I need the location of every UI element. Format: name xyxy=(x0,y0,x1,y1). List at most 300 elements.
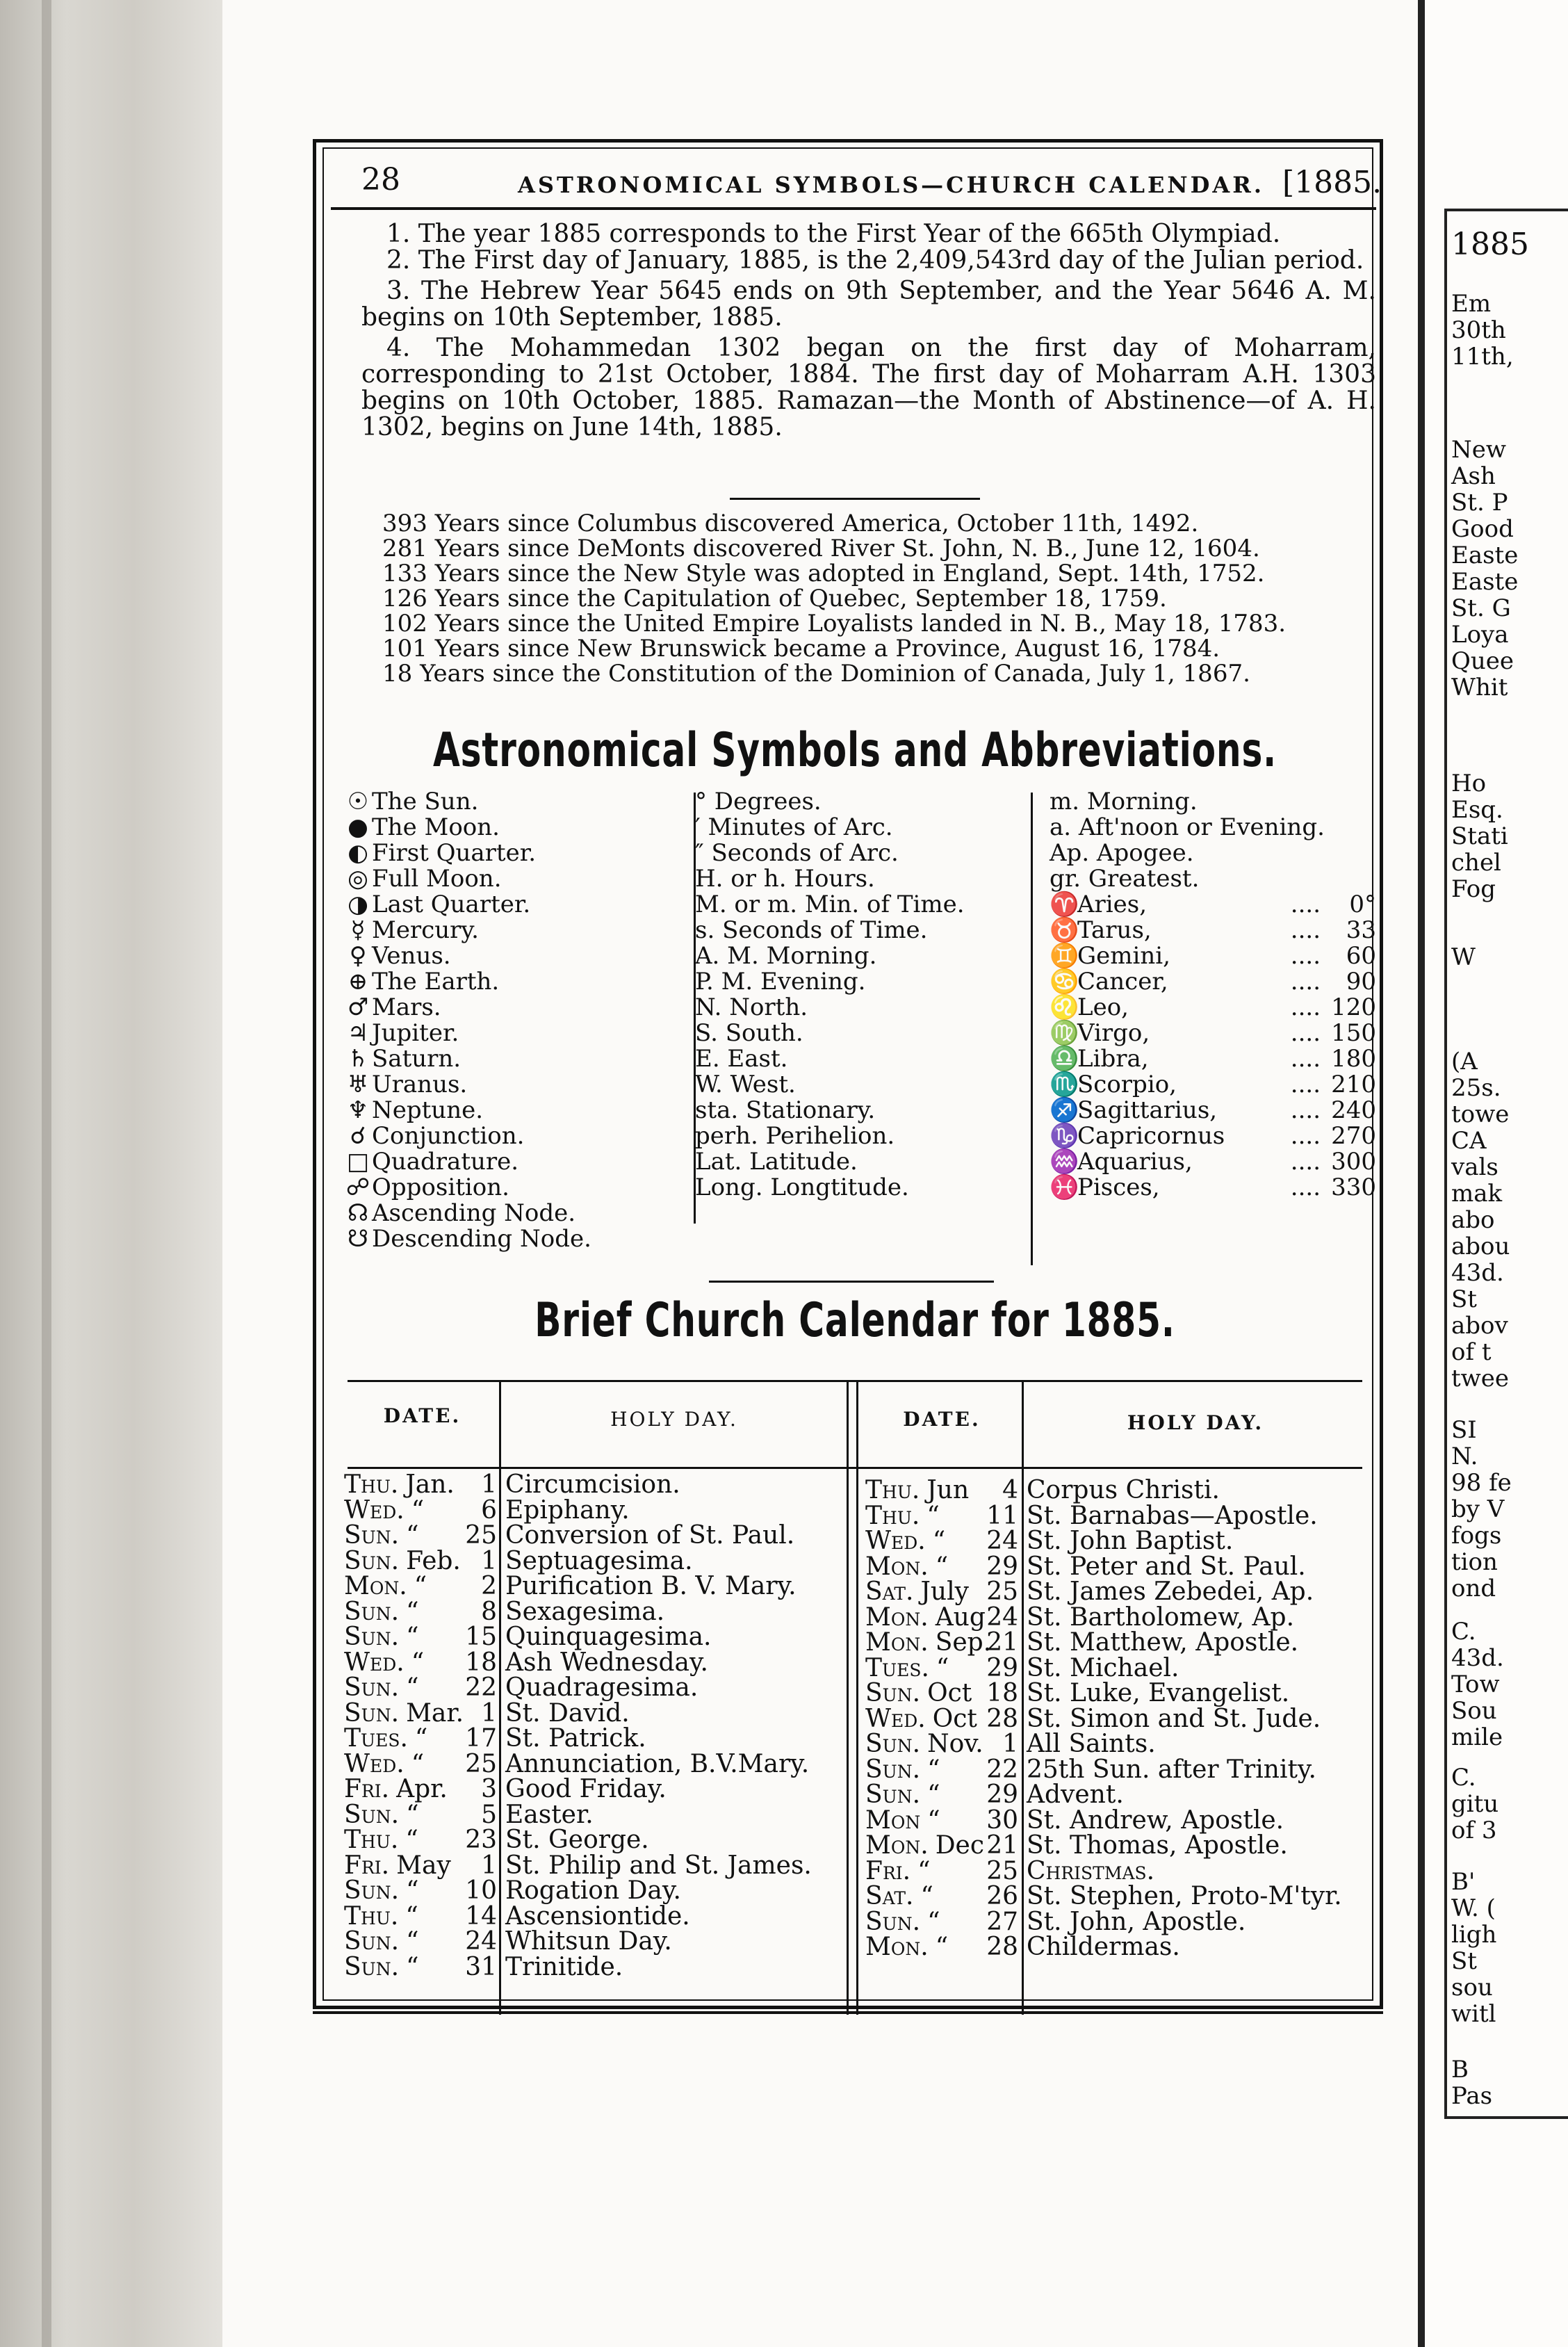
section-divider-1 xyxy=(730,498,980,500)
calendar-row xyxy=(865,1833,1366,1859)
calendar-weekday: Sun. xyxy=(344,1597,400,1626)
zodiac-degrees: 240 xyxy=(1331,1096,1376,1124)
next-page-text-fragment: gitu xyxy=(1451,1790,1499,1818)
calendar-date xyxy=(344,1472,497,1498)
calendar-day-number: 24 xyxy=(986,1527,1018,1555)
calendar-holy-day: St. Bartholomew, Ap. xyxy=(1027,1602,1295,1632)
calendar-holy-day: Trinitide. xyxy=(505,1952,623,1981)
libra-icon: ♎ xyxy=(1050,1045,1079,1073)
calendar-holy-day: Easter. xyxy=(505,1800,594,1829)
calendar-date xyxy=(865,1782,1018,1808)
scorpio-icon: ♏ xyxy=(1050,1071,1079,1098)
calendar-weekday: Mon. xyxy=(865,1933,929,1961)
neptune-icon: ♆ xyxy=(347,1096,369,1124)
calendar-date xyxy=(344,1878,497,1904)
next-page-text-fragment: C. xyxy=(1451,1618,1476,1646)
calendar-date xyxy=(344,1853,497,1879)
years-since-item: 133 Years since the New Style was adopted in England, Sept. 14th, 1752. xyxy=(382,560,1265,587)
symbol-row xyxy=(344,840,692,866)
calendar-date xyxy=(865,1732,1018,1757)
calendar-row xyxy=(865,1935,1366,1960)
calendar-day-number: 26 xyxy=(986,1882,1018,1910)
leader-dots: .... xyxy=(1290,1122,1321,1150)
calendar-holy-day: Good Friday. xyxy=(505,1775,667,1803)
calendar-row xyxy=(865,1602,1366,1632)
calendar-weekday: Thu. xyxy=(344,1901,399,1931)
calendar-month: “ xyxy=(406,1597,419,1626)
calendar-day-number: 25 xyxy=(465,1521,497,1550)
calendar-row xyxy=(344,1901,844,1931)
calendar-date xyxy=(865,1681,1018,1707)
calendar-row xyxy=(344,1597,844,1626)
first-quarter-icon: ◐ xyxy=(348,839,368,867)
symbol-label: Jupiter. xyxy=(372,1019,459,1047)
calendar-row xyxy=(344,1726,844,1752)
symbol-row xyxy=(344,789,692,815)
calendar-weekday: Wed. xyxy=(865,1527,926,1555)
unit-row: P. M. Evening. xyxy=(695,968,866,996)
symbol-row xyxy=(344,969,692,995)
calendar-weekday: Sun. xyxy=(344,1673,400,1702)
calendar-month: “ xyxy=(927,1780,940,1809)
fact-4: 4. The Mohammedan 1302 began on the first day of Moharram, corresponding to 21st October, 1884. The first day of Moharram A.H. 1303 begins on 10th October, 1885. Ramazan—the Month of Abstinence—of A. H. 1302, begins on June 14th, 1885. xyxy=(361,334,1376,441)
calendar-month: “ xyxy=(935,1933,949,1961)
virgo-icon: ♍ xyxy=(1050,1019,1079,1047)
calendar-day-number: 28 xyxy=(986,1704,1018,1733)
next-page-text-fragment: 11th, xyxy=(1451,343,1514,371)
calendar-date xyxy=(865,1554,1018,1580)
calendar-day-number: 18 xyxy=(986,1679,1018,1707)
calendar-day-number: 8 xyxy=(481,1597,497,1626)
running-header xyxy=(334,156,1382,205)
zodiac-degrees: 0° xyxy=(1349,891,1376,918)
calendar-month: “ xyxy=(405,1826,418,1854)
fact-2: 2. The First day of January, 1885, is the 2,409,543rd day of the Julian period. xyxy=(386,246,1364,275)
calendar-holy-day: Advent. xyxy=(1027,1780,1124,1809)
calendar-weekday: Thu. xyxy=(344,1826,399,1854)
calendar-date xyxy=(865,1529,1018,1554)
unit-row: A. M. Morning. xyxy=(695,942,877,970)
zodiac-row xyxy=(1050,1149,1376,1175)
calendar-holy-day: Purification B. V. Mary. xyxy=(505,1572,797,1600)
calendar-month: Nov. xyxy=(927,1730,983,1758)
calendar-date xyxy=(865,1884,1018,1910)
calendar-day-number: 21 xyxy=(986,1628,1018,1657)
zodiac-label: Gemini, xyxy=(1077,942,1170,970)
calendar-month: “ xyxy=(411,1648,425,1677)
unit-row: E. East. xyxy=(695,1045,788,1073)
calendar-right-column xyxy=(865,1478,1366,1960)
calendar-weekday: Sun. xyxy=(344,1521,400,1550)
symbol-row xyxy=(344,1175,692,1201)
calendar-date xyxy=(344,1650,497,1676)
calendar-weekday: Sat. xyxy=(865,1577,914,1606)
symbol-row xyxy=(344,995,692,1021)
unit-row: ′ Minutes of Arc. xyxy=(695,813,893,841)
next-page-text-fragment: B' xyxy=(1451,1868,1476,1896)
uranus-icon: ♅ xyxy=(347,1071,369,1098)
calendar-holy-day: Circumcision. xyxy=(505,1470,680,1499)
symbols-divider-2 xyxy=(1031,793,1033,1265)
next-page-text-fragment: chel xyxy=(1451,849,1501,877)
zodiac-row xyxy=(1050,1123,1376,1149)
next-page-text-fragment: Easte xyxy=(1451,542,1519,569)
unit-row: sta. Stationary. xyxy=(695,1096,876,1124)
next-page-text-fragment: by V xyxy=(1451,1495,1505,1523)
calendar-day-number: 29 xyxy=(986,1780,1018,1809)
calendar-day-number: 29 xyxy=(986,1653,1018,1682)
calendar-day-number: 1 xyxy=(481,1698,497,1728)
unit-row: s. Seconds of Time. xyxy=(695,916,928,944)
calendar-weekday: Sun. xyxy=(865,1730,921,1758)
calendar-row xyxy=(865,1681,1366,1707)
calendar-row xyxy=(344,1952,844,1981)
calendar-weekday: Sun. xyxy=(865,1780,921,1809)
calendar-row xyxy=(865,1732,1366,1757)
symbol-row xyxy=(344,1046,692,1072)
calendar-holy-day: Christmas. xyxy=(1027,1856,1155,1885)
unit-row: ° Degrees. xyxy=(695,788,822,815)
zodiac-degrees: 330 xyxy=(1331,1174,1376,1201)
symbol-label: Neptune. xyxy=(372,1096,484,1124)
calendar-row xyxy=(865,1501,1366,1530)
calendar-day-number: 25 xyxy=(465,1749,497,1778)
calendar-date xyxy=(344,1574,497,1600)
calendar-holy-day: St. Michael. xyxy=(1027,1653,1179,1682)
next-page-text-fragment: Sou xyxy=(1451,1697,1497,1725)
calendar-weekday: Wed. xyxy=(344,1749,405,1778)
pisces-icon: ♓ xyxy=(1050,1174,1079,1201)
calendar-row xyxy=(865,1805,1366,1835)
calendar-month: Jan. xyxy=(405,1470,455,1499)
calendar-date xyxy=(344,1777,497,1803)
holy-day-header-left: HOLY DAY. xyxy=(610,1408,738,1431)
leader-dots: .... xyxy=(1290,891,1321,918)
fact-3: 3. The Hebrew Year 5645 ends on 9th September, and the Year 5646 A. M. begins on 10th September, 1885. xyxy=(361,277,1376,332)
symbol-label: The Earth. xyxy=(372,968,500,996)
calendar-center-divider-b xyxy=(856,1382,858,2015)
next-page-text-fragment: Pas xyxy=(1451,2082,1493,2110)
calendar-month: Mar. xyxy=(406,1698,464,1728)
calendar-weekday: Thu. xyxy=(344,1470,399,1499)
symbol-row xyxy=(344,892,692,918)
symbols-title: Astronomical Symbols and Abbreviations. xyxy=(432,723,1277,778)
calendar-day-number: 25 xyxy=(986,1856,1018,1885)
calendar-left-column xyxy=(344,1472,844,1980)
calendar-weekday: Sun. xyxy=(344,1800,400,1829)
calendar-row xyxy=(344,1878,844,1904)
calendar-weekday: Wed. xyxy=(865,1704,926,1733)
calendar-month: “ xyxy=(927,1755,940,1784)
zodiac-label: Sagittarius, xyxy=(1077,1096,1218,1124)
years-since-list xyxy=(382,511,1383,686)
calendar-month: “ xyxy=(927,1907,940,1936)
calendar-day-number: 24 xyxy=(465,1927,497,1956)
leader-dots: .... xyxy=(1290,1019,1321,1047)
calendar-month: Oct xyxy=(932,1704,977,1733)
symbol-row xyxy=(344,1098,692,1123)
zodiac-label: Pisces, xyxy=(1077,1174,1160,1201)
calendar-month: Jun xyxy=(926,1476,970,1504)
symbol-label: Quadrature. xyxy=(372,1148,519,1176)
calendar-month: “ xyxy=(406,1952,419,1981)
zodiac-degrees: 33 xyxy=(1346,916,1376,944)
next-page-text-fragment: St xyxy=(1451,1947,1477,1975)
next-page-text-fragment: tion xyxy=(1451,1548,1498,1576)
quadrature-icon: □ xyxy=(346,1148,370,1176)
calendar-month: “ xyxy=(406,1876,419,1905)
calendar-holy-day: Annunciation, B.V.Mary. xyxy=(505,1749,810,1778)
calendar-holy-day: Corpus Christi. xyxy=(1027,1476,1220,1504)
leader-dots: .... xyxy=(1290,1096,1321,1124)
gemini-icon: ♊ xyxy=(1050,942,1079,970)
capricorn-icon: ♑ xyxy=(1050,1122,1079,1150)
calendar-date xyxy=(344,1929,497,1955)
calendar-holy-day: Quinquagesima. xyxy=(505,1623,712,1651)
symbol-label: Descending Node. xyxy=(372,1225,591,1253)
calendar-day-number: 3 xyxy=(481,1775,497,1803)
symbol-row xyxy=(344,1149,692,1175)
zodiac-degrees: 120 xyxy=(1331,993,1376,1021)
earth-icon: ⊕ xyxy=(348,968,368,996)
zodiac-degrees: 300 xyxy=(1331,1148,1376,1176)
calendar-weekday: Sun. xyxy=(865,1907,921,1936)
calendar-month: “ xyxy=(406,1521,419,1550)
calendar-holy-day: St. Simon and St. Jude. xyxy=(1027,1704,1321,1733)
zodiac-row xyxy=(1050,1098,1376,1123)
calendar-weekday: Thu. xyxy=(865,1476,920,1504)
calendar-holy-day: St. John, Apostle. xyxy=(1027,1907,1246,1936)
symbol-label: Venus. xyxy=(372,942,451,970)
next-page-text-fragment: fogs xyxy=(1451,1522,1502,1550)
calendar-row xyxy=(865,1782,1366,1808)
leader-dots: .... xyxy=(1290,968,1321,996)
calendar-row xyxy=(344,1800,844,1829)
calendar-center-divider-a xyxy=(847,1382,849,2015)
zodiac-label: Aries, xyxy=(1077,891,1148,918)
calendar-holy-day: St. Andrew, Apostle. xyxy=(1027,1805,1284,1835)
calendar-month: “ xyxy=(414,1572,427,1600)
zodiac-label: Capricornus xyxy=(1077,1122,1225,1150)
zodiac-row xyxy=(1050,995,1376,1021)
calendar-date xyxy=(865,1478,1018,1504)
calendar-day-number: 30 xyxy=(986,1805,1018,1835)
next-page-text-fragment: CA xyxy=(1451,1127,1487,1155)
next-page-text-fragment: abou xyxy=(1451,1233,1510,1260)
next-page-text-fragment: Whit xyxy=(1451,674,1508,701)
unit-row: Lat. Latitude. xyxy=(695,1148,858,1176)
next-page-text-fragment: 1885 xyxy=(1451,227,1529,262)
calendar-weekday: Sun. xyxy=(344,1927,400,1956)
calendar-weekday: Mon. xyxy=(344,1572,407,1600)
leader-dots: .... xyxy=(1290,1045,1321,1073)
calendar-date xyxy=(344,1726,497,1752)
next-page-text-fragment: 30th xyxy=(1451,316,1506,344)
unit-row: N. North. xyxy=(695,993,808,1021)
calendar-holy-day: All Saints. xyxy=(1027,1730,1156,1758)
calendar-day-number: 31 xyxy=(465,1952,497,1981)
symbol-label: Saturn. xyxy=(372,1045,462,1073)
calendar-holy-day: Conversion of St. Paul. xyxy=(505,1521,795,1550)
calendar-weekday: Tues. xyxy=(865,1653,929,1682)
calendar-holy-day: St. Thomas, Apostle. xyxy=(1027,1831,1288,1860)
calendar-date xyxy=(344,1495,497,1525)
book-binding xyxy=(0,0,222,2347)
calendar-date xyxy=(344,1952,497,1981)
calendar-month: “ xyxy=(927,1805,940,1835)
calendar-date xyxy=(865,1757,1018,1783)
calendar-row xyxy=(865,1704,1366,1733)
calendar-row xyxy=(344,1749,844,1778)
symbol-row xyxy=(344,815,692,840)
calendar-day-number: 5 xyxy=(481,1800,497,1829)
calendar-month: “ xyxy=(406,1927,419,1956)
next-page-text-fragment: St. G xyxy=(1451,594,1511,622)
calendar-date xyxy=(865,1501,1018,1530)
calendar-weekday: Fri. xyxy=(344,1775,390,1803)
calendar-holy-day: 25th Sun. after Trinity. xyxy=(1027,1755,1316,1784)
calendar-month: May xyxy=(396,1851,451,1880)
next-page-text-fragment: W xyxy=(1451,943,1476,971)
calendar-holy-day: St. Philip and St. James. xyxy=(505,1851,812,1880)
calendar-weekday: Sun. xyxy=(865,1755,921,1784)
calendar-date xyxy=(865,1602,1018,1632)
next-page-text-fragment: C. xyxy=(1451,1764,1476,1792)
next-page-text-fragment: Ash xyxy=(1451,462,1496,490)
next-page-text-fragment: of t xyxy=(1451,1338,1492,1366)
calendar-month: “ xyxy=(414,1724,428,1753)
calendar-holy-day: St. David. xyxy=(505,1698,630,1728)
date-header-left: DATE. xyxy=(383,1404,462,1427)
next-page-text-fragment: Loya xyxy=(1451,621,1509,649)
abbrev-row: gr. Greatest. xyxy=(1050,865,1200,893)
calendar-row xyxy=(344,1546,844,1575)
calendar-day-number: 6 xyxy=(481,1495,497,1525)
calendar-date xyxy=(865,1935,1018,1960)
calendar-weekday: Sun. xyxy=(344,1546,400,1575)
symbol-label: Last Quarter. xyxy=(372,891,531,918)
sagittarius-icon: ♐ xyxy=(1050,1096,1079,1124)
calendar-month: “ xyxy=(917,1856,931,1885)
next-page-text-fragment: B xyxy=(1451,2056,1469,2084)
calendar-date xyxy=(865,1704,1018,1733)
calendar-date xyxy=(344,1625,497,1650)
calendar-month: Sep. xyxy=(935,1628,992,1657)
calendar-weekday: Sun. xyxy=(344,1623,400,1651)
unit-row: S. South. xyxy=(695,1019,803,1047)
zodiac-row xyxy=(1050,969,1376,995)
calendar-day-number: 21 xyxy=(986,1831,1018,1860)
zodiac-degrees: 90 xyxy=(1346,968,1376,996)
calendar-month: “ xyxy=(932,1527,946,1555)
calendar-month: “ xyxy=(936,1653,949,1682)
calendar-date xyxy=(865,1805,1018,1835)
zodiac-label: Cancer, xyxy=(1077,968,1168,996)
zodiac-label: Virgo, xyxy=(1077,1019,1150,1047)
abbrev-row: Ap. Apogee. xyxy=(1050,839,1194,867)
calendar-holy-day: St. James Zebedei, Ap. xyxy=(1027,1577,1314,1606)
sun-symbol-icon: ☉ xyxy=(347,788,369,815)
next-page-text-fragment: Em xyxy=(1451,290,1492,318)
zodiac-label: Libra, xyxy=(1077,1045,1149,1073)
leo-icon: ♌ xyxy=(1050,993,1079,1021)
symbol-row xyxy=(344,943,692,969)
symbol-row xyxy=(344,1201,692,1226)
calendar-date xyxy=(344,1828,497,1853)
calendar-month: “ xyxy=(935,1552,949,1581)
next-page-text-fragment: New xyxy=(1451,436,1506,464)
descending-node-icon: ☋ xyxy=(347,1225,369,1253)
next-page-text-fragment: St xyxy=(1451,1285,1477,1313)
calendar-holy-day: Whitsun Day. xyxy=(505,1927,672,1956)
calendar-row xyxy=(865,1529,1366,1554)
unit-row: H. or h. Hours. xyxy=(695,865,875,893)
calendar-month: “ xyxy=(405,1901,418,1931)
next-page-text-fragment: abo xyxy=(1451,1206,1495,1234)
calendar-weekday: Sun. xyxy=(344,1952,400,1981)
calendar-row xyxy=(865,1856,1366,1885)
calendar-weekday: Wed. xyxy=(344,1648,405,1677)
calendar-weekday: Sat. xyxy=(865,1882,914,1910)
calendar-month: “ xyxy=(920,1882,933,1910)
calendar-row xyxy=(865,1579,1366,1605)
symbol-label: Opposition. xyxy=(372,1174,509,1201)
calendar-day-number: 1 xyxy=(481,1470,497,1499)
next-page-text-fragment: witl xyxy=(1451,2000,1496,2028)
calendar-date xyxy=(344,1749,497,1778)
next-page-text-fragment: Ho xyxy=(1451,770,1487,797)
calendar-holy-day: Rogation Day. xyxy=(505,1876,681,1905)
date-header-right: DATE. xyxy=(903,1408,981,1431)
leader-dots: .... xyxy=(1290,993,1321,1021)
calendar-holy-day: Ascensiontide. xyxy=(505,1901,690,1931)
calendar-row xyxy=(344,1523,844,1549)
calendar-day-number: 1 xyxy=(481,1546,497,1575)
calendar-row xyxy=(344,1650,844,1676)
next-page-text-fragment: abov xyxy=(1451,1312,1508,1340)
next-page-text-fragment: ond xyxy=(1451,1575,1496,1602)
calendar-weekday: Mon. xyxy=(865,1602,929,1632)
calendar-holy-day: St. Patrick. xyxy=(505,1724,646,1753)
leader-dots: .... xyxy=(1290,1071,1321,1098)
calendar-date xyxy=(344,1800,497,1829)
calendar-weekday: Fri. xyxy=(865,1856,911,1885)
next-page-text-fragment: N. xyxy=(1451,1443,1478,1470)
calendar-weekday: Sun. xyxy=(865,1679,921,1707)
years-since-item: 281 Years since DeMonts discovered River St. John, N. B., June 12, 1604. xyxy=(382,535,1260,562)
calendar-day-number: 1 xyxy=(481,1851,497,1880)
unit-row: perh. Perihelion. xyxy=(695,1122,895,1150)
calendar-date xyxy=(865,1653,1018,1682)
calendar-date xyxy=(344,1597,497,1626)
year-facts xyxy=(361,221,1376,441)
symbol-label: The Sun. xyxy=(372,788,479,815)
calendar-date xyxy=(344,1523,497,1549)
saturn-icon: ♄ xyxy=(347,1045,369,1073)
leader-dots: .... xyxy=(1290,1148,1321,1176)
symbol-label: First Quarter. xyxy=(372,839,537,867)
zodiac-degrees: 270 xyxy=(1331,1122,1376,1150)
symbol-label: The Moon. xyxy=(372,813,500,841)
calendar-weekday: Mon xyxy=(865,1805,921,1835)
unit-row: Long. Longtitude. xyxy=(695,1174,909,1201)
binding-shadow xyxy=(42,0,51,2347)
unit-row: W. West. xyxy=(695,1071,796,1098)
calendar-day-number: 25 xyxy=(986,1577,1018,1606)
next-page-text-fragment: mile xyxy=(1451,1723,1503,1751)
calendar-month: Dec xyxy=(935,1831,985,1860)
calendar-date xyxy=(865,1579,1018,1605)
